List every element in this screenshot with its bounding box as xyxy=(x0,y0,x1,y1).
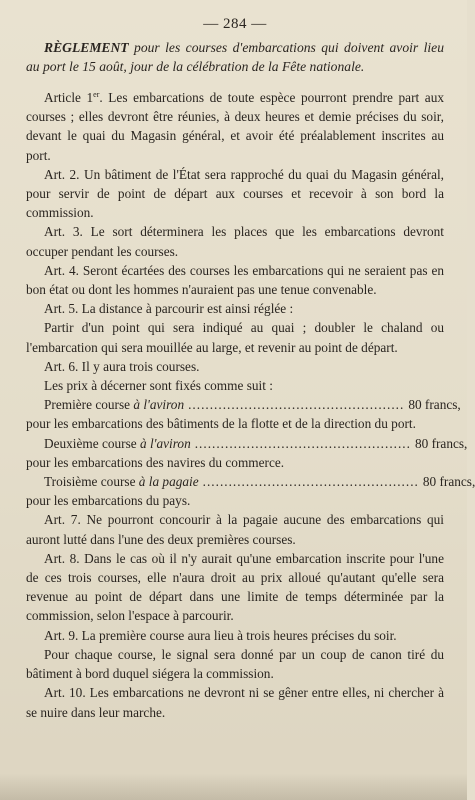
article-10: Art. 10. Les embarcations ne devront ni se gêner entre elles, ni chercher à se nuire dans leur marche. xyxy=(26,685,444,720)
page-content xyxy=(26,14,475,722)
prize-1-leader-dots: .................................................. xyxy=(188,397,405,413)
article-4: Art. 4. Seront écartées des courses les embarcations qui ne seraient pas en bon état ou dont les hommes n'auraient pas une tenue convenable. xyxy=(26,262,444,298)
prize-3-leader-dots: .................................................. xyxy=(202,474,419,490)
article-1-label: Article 1 xyxy=(44,90,94,105)
prize-1-note: pour les embarcations des bâtiments de la flotte et de la direction du port. xyxy=(26,416,416,432)
article-9-detail: Pour chaque course, le signal sera donné par un coup de canon tiré du bâtiment à bord duquel siégera la commission. xyxy=(26,646,444,682)
title-rest: pour les courses d'embarcations qui doivent avoir lieu au port le 15 août, jour de la célébration de la Fête nationale. xyxy=(26,40,444,74)
prize-line-1 xyxy=(26,395,461,414)
prizes-intro: Les prix à décerner sont fixés comme suit : xyxy=(44,378,273,394)
prize-3-note: pour les embarcations du pays. xyxy=(26,493,191,509)
article-7: Art. 7. Ne pourront concourir à la pagaie aucune des embarcations qui auront lutté dans l'une des deux premières courses. xyxy=(26,512,444,547)
article-5-detail: Partir d'un point qui sera indiqué au quai ; doubler le chaland ou l'embarcation qui sera mouillée au large, et revenir au point de départ. xyxy=(26,320,444,355)
prize-1-mode: à l'aviron xyxy=(133,397,185,413)
regulation-title xyxy=(26,38,444,76)
prize-2-amount: 80 francs, xyxy=(414,435,468,451)
prize-2-leader-dots: .................................................. xyxy=(194,435,411,451)
prize-2-note: pour les embarcations des navires du commerce. xyxy=(26,454,285,470)
prize-3-mode: à la pagaie xyxy=(138,474,199,490)
article-2: Art. 2. Un bâtiment de l'État sera rapproché du quai du Magasin général, pour servir de point de départ aux courses et recevoir à son bord la commission. xyxy=(26,166,444,221)
article-1-text: . Les embarcations de toute espèce pourront prendre part aux courses ; elles devront être réunies, à deux heures et demie précises du soir, devant le quai du Magasin général, et avoir été préalablement inscrites au port. xyxy=(26,90,445,163)
article-9: Art. 9. La première course aura lieu à trois heures précises du soir. xyxy=(44,627,397,643)
page-number: — 284 — xyxy=(203,16,267,32)
prize-2-mode: à l'aviron xyxy=(140,435,191,451)
prize-1-course: Première course xyxy=(44,397,134,413)
prize-1-amount: 80 francs, xyxy=(408,397,461,413)
prize-line-3 xyxy=(26,472,475,491)
prize-3-amount: 80 francs, xyxy=(422,474,475,490)
prize-2-course: Deuxième course xyxy=(44,435,140,451)
article-8: Art. 8. Dans le cas où il n'y aurait qu'une embarcation inscrite pour l'une de ces trois courses, elle n'aura droit au prix alloué qu'autant qu'elle sera revenue au point de départ dans une limite de temps déterminée par la commission, selon l'espace à parcourir. xyxy=(26,550,444,624)
article-5: Art. 5. La distance à parcourir est ainsi réglée : xyxy=(44,301,294,317)
prize-3-label xyxy=(44,472,199,491)
page-bottom-shadow xyxy=(0,774,467,800)
article-3: Art. 3. Le sort déterminera les places que les embarcations devront occuper pendant les courses. xyxy=(26,224,444,259)
article-1 xyxy=(26,88,444,165)
article-1-sup: er xyxy=(93,90,100,99)
prize-line-2 xyxy=(26,434,468,453)
prize-3-course: Troisième course xyxy=(44,474,139,490)
prize-1-label xyxy=(44,395,184,414)
title-lead: RÈGLEMENT xyxy=(44,40,129,55)
prize-2-label xyxy=(44,434,191,453)
article-6: Art. 6. Il y aura trois courses. xyxy=(44,358,200,374)
